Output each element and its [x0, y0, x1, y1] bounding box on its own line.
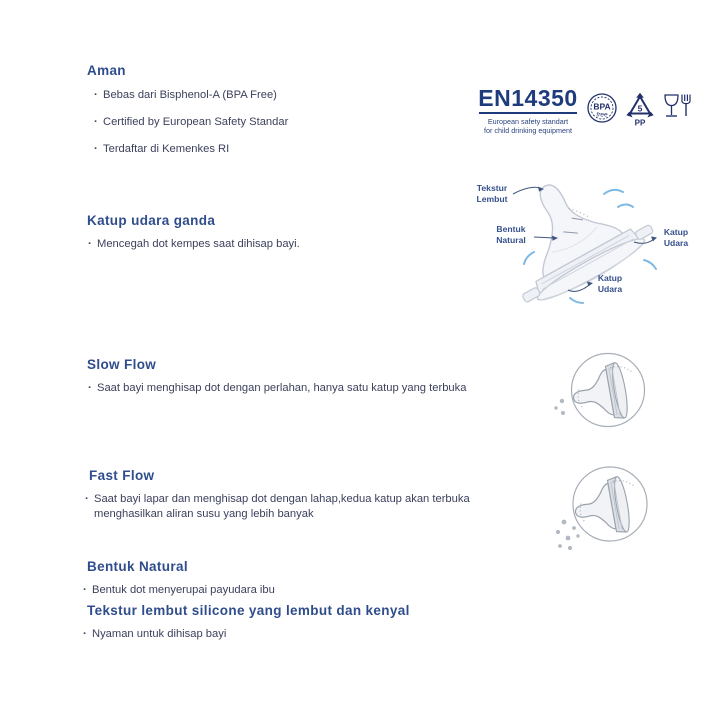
label-line: Katup — [663, 227, 689, 237]
tekstur-bullet-list — [83, 627, 410, 642]
fast-flow-illustration — [546, 458, 666, 560]
label-line: Udara — [663, 237, 689, 248]
label-line: Udara — [597, 283, 623, 294]
label-line: Bentuk — [496, 224, 526, 234]
milk-droplets-many — [556, 520, 580, 551]
recycling-number: 5 — [637, 103, 643, 114]
bpa-free-icon — [586, 92, 618, 124]
bpa-text: BPA — [593, 101, 611, 112]
label-katup-udara-bottom — [590, 273, 630, 294]
label-line: Lembut — [476, 193, 508, 204]
slow-flow-bullet-list — [88, 381, 466, 396]
label-tekstur-lembut — [470, 183, 514, 204]
fast-flow-bullet-list — [85, 492, 476, 522]
slow-flow-illustration — [548, 348, 660, 436]
label-line: Tekstur — [476, 183, 508, 193]
bullet-item: · Certified by European Safety Standar — [94, 115, 288, 130]
section-fast-flow — [89, 468, 476, 534]
en14350-caption — [477, 118, 579, 135]
section-title-aman: Aman — [87, 63, 126, 78]
section-title-bentuk-natural: Bentuk Natural — [87, 559, 188, 574]
bullet-item: · Nyaman untuk dihisap bayi — [83, 627, 410, 642]
section-aman — [87, 63, 288, 169]
pp5-recycling-icon — [625, 92, 655, 128]
label-katup-udara-right — [656, 227, 696, 248]
section-tekstur-lembut — [87, 603, 410, 654]
milk-droplets-few — [554, 399, 565, 415]
recycling-material: PP — [634, 118, 646, 128]
section-title-slow-flow: Slow Flow — [87, 357, 157, 372]
en14350-badge — [477, 86, 579, 135]
katup-bullet-list — [88, 237, 300, 252]
certification-icons — [586, 92, 692, 128]
glass-fork-food-safe-icon — [662, 92, 692, 122]
bentuk-bullet-list — [83, 583, 275, 598]
label-line: Natural — [496, 234, 526, 245]
caption-line-2: for child drinking equipment — [484, 125, 572, 135]
bullet-item: · Bebas dari Bisphenol-A (BPA Free) — [94, 88, 288, 103]
section-title-katup: Katup udara ganda — [87, 213, 216, 228]
aman-bullet-list — [94, 88, 288, 157]
bullet-item: · Saat bayi menghisap dot dengan perlahan, hanya satu katup yang terbuka — [88, 381, 466, 396]
badge-divider — [479, 112, 577, 114]
bullet-item: · Terdaftar di Kemenkes RI — [94, 142, 288, 157]
caption-line-1: European safety standart — [487, 117, 569, 126]
section-title-tekstur-lembut: Tekstur lembut silicone yang lembut dan kenyal — [87, 603, 410, 618]
bpa-free-text: free — [596, 111, 608, 119]
label-line: Katup — [597, 273, 623, 283]
label-bentuk-natural — [488, 224, 534, 245]
bullet-item: · Bentuk dot menyerupai payudara ibu — [83, 583, 275, 598]
section-title-fast-flow: Fast Flow — [89, 468, 155, 483]
section-katup-udara-ganda — [87, 213, 300, 264]
bullet-item: · Saat bayi lapar dan menghisap dot dengan lahap,kedua katup akan terbuka menghasilkan aliran susu yang lebih banyak — [85, 492, 476, 522]
section-slow-flow — [87, 357, 466, 408]
en14350-code: EN14350 — [478, 85, 578, 111]
bullet-item: · Mencegah dot kempes saat dihisap bayi. — [88, 237, 300, 252]
